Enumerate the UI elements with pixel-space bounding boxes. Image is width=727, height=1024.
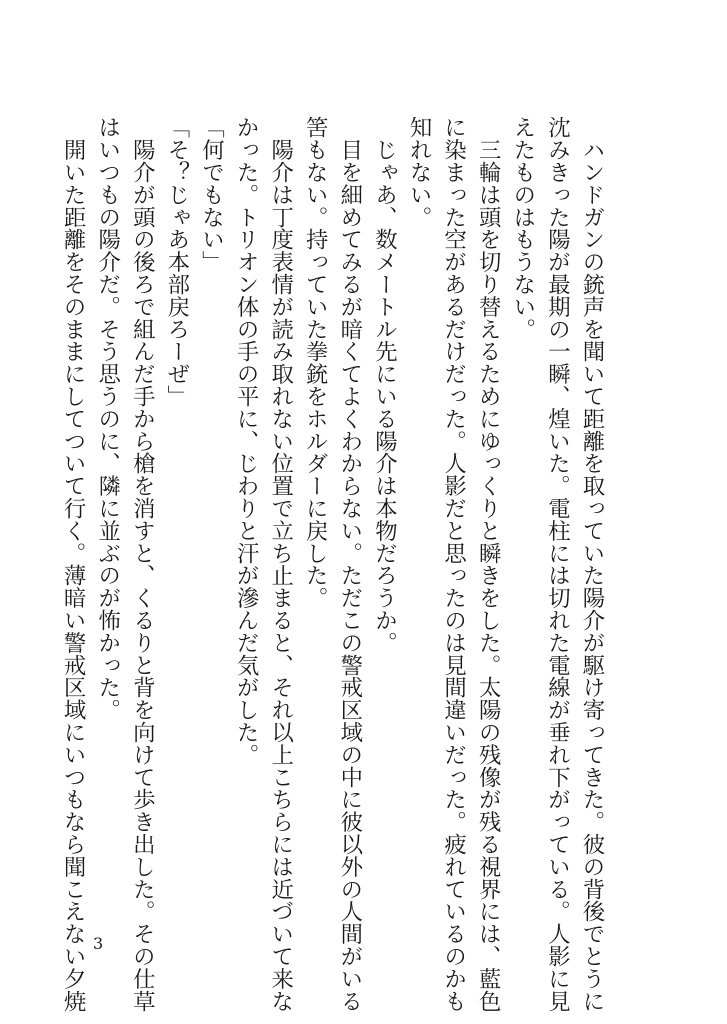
vertical-text-body [56,116,610,1012]
text-line: かった。トリオン体の手の平に、じわりと汗が滲んだ気がした。 [233,116,260,766]
text-line: 三輪は頭を切り替えるためにゆっくりと瞬きをした。太陽の残像が残る視界には、藍色 [475,116,502,1012]
text-line: 沈みきった陽が最期の一瞬、煌いた。電柱には切れた電線が垂れ下がっている。人影に見 [544,116,571,1012]
text-line: 筈もない。持っていた拳銃をホルダーに戻した。 [302,116,329,609]
text-line: 開いた距離をそのままにしてついて行く。薄暗い警戒区域にいつもなら聞こえない夕焼 [60,116,87,1012]
page-number: 3 [93,934,104,953]
text-line: に染まった空があるだけだった。人影だと思ったのは見間違いだった。疲れているのかも [440,116,467,1012]
text-line: 陽介は丁度表情が読み取れない位置で立ち止まると、それ以上こちらには近づいて来な [267,116,294,1012]
text-line: じゃあ、数メートル先にいる陽介は本物だろうか。 [371,116,398,654]
text-line: えたものはもうない。 [509,116,536,340]
text-line: 目を細めてみるが暗くてよくわからない。ただこの警戒区域の中に彼以外の人間がいる [336,116,363,1012]
text-line: はいつもの陽介だ。そう思うのに、隣に並ぶのが怖かった。 [94,116,121,721]
text-line: 陽介が頭の後ろで組んだ手から槍を消すと、くるりと背を向けて歩き出した。その仕草 [129,116,156,1012]
text-line: 「何でもない」 [198,116,225,273]
text-line: ハンドガンの銃声を聞いて距離を取っていた陽介が駆け寄ってきた。彼の背後でとうに [579,116,605,1012]
text-line: 「そ？じゃあ本部戻ろーぜ」 [163,116,190,408]
text-line: 知れない。 [406,116,433,228]
